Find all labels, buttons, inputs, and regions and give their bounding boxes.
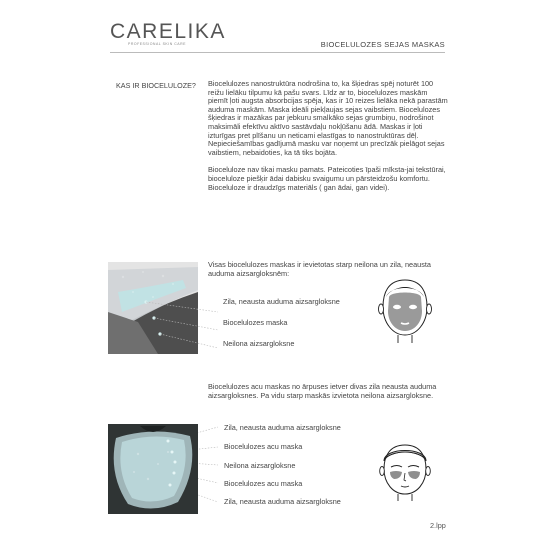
layer-label: Neilona aizsargloksne [223,339,295,348]
layer-label: Neilona aizsargloksne [224,461,296,470]
layer-label: Zila, neausta auduma aizsargloksne [223,297,340,306]
face-sheet-mask-icon [374,277,436,343]
header-divider [110,52,445,53]
layer-label: Biocelulozes acu maska [224,442,303,451]
page-number: 2.lpp [430,521,446,530]
layer-label: Zila, neausta auduma aizsargloksne [224,423,341,432]
eye-mask-caption: Biocelulozes acu maskas no ārpuses ietver divas zila neausta auduma aizsargloksnes. Pa vidu starp maskās izvietota neilona aizsargloksne. [208,382,437,400]
layer-label: Zila, neausta auduma aizsargloksne [224,497,341,506]
layer-label: Biocelulozes acu maska [224,479,303,488]
section-heading: KAS IR BIOCELULOZE? [116,81,196,90]
brand-logo: CARELIKA [110,20,226,43]
layer-label: Biocelulozes maska [223,318,288,327]
intro-paragraph: Bioceluloze nav tikai masku pamats. Pateicoties īpaši mīksta-jai tekstūrai, bioceluloze piešķir ādai dabisku svaigumu un pārsteidzošu komfortu. Bioceluloze ir draudzīgs materiāls ( gan ādai, gan videi). [208,165,446,192]
face-mask-caption: Visas biocelulozes maskas ir ievietotas starp neilona un zila, neausta auduma aizsargloksnēm: [208,260,431,278]
brand-tagline: PROFESSIONAL SKIN CARE [128,42,186,46]
intro-paragraph: Biocelulozes nanostruktūra nodrošina to, ka šķiedras spēj noturēt 100 reižu lielāku tilpumu kā pašu svars. Līdz ar to, biocelulozes maskām piemīt ļoti augsta absorbcijas spēja, kas ir 10 reizes lielāka nekā parastām auduma maskām. Maska ideāli piekļaujas sejas vaibstiem. Biocelulozes šķiedras ir mazākas par jebkuru smalkāko sejas grumbiņu, nodrošinot maksimāli efektīvu aktīvo sastāvdaļu nokļūšanu ādā. Maskas ir ļoti izturīgas pret plīšanu un neticami elastīgas to nanostruktūras dēļ. Nepieciešamības gadījumā masku var noņemt un precīzāk pielāgot sejas vaibstiem, nebaidoties, ka tā tiks bojāta. [208,79,448,157]
face-mask-layers-photo [108,262,198,354]
intro-text [208,80,448,192]
eye-mask-layers-photo [108,424,198,514]
face-eye-patches-icon [374,439,436,501]
document-title: BIOCELULOZES SEJAS MASKAS [320,40,445,49]
